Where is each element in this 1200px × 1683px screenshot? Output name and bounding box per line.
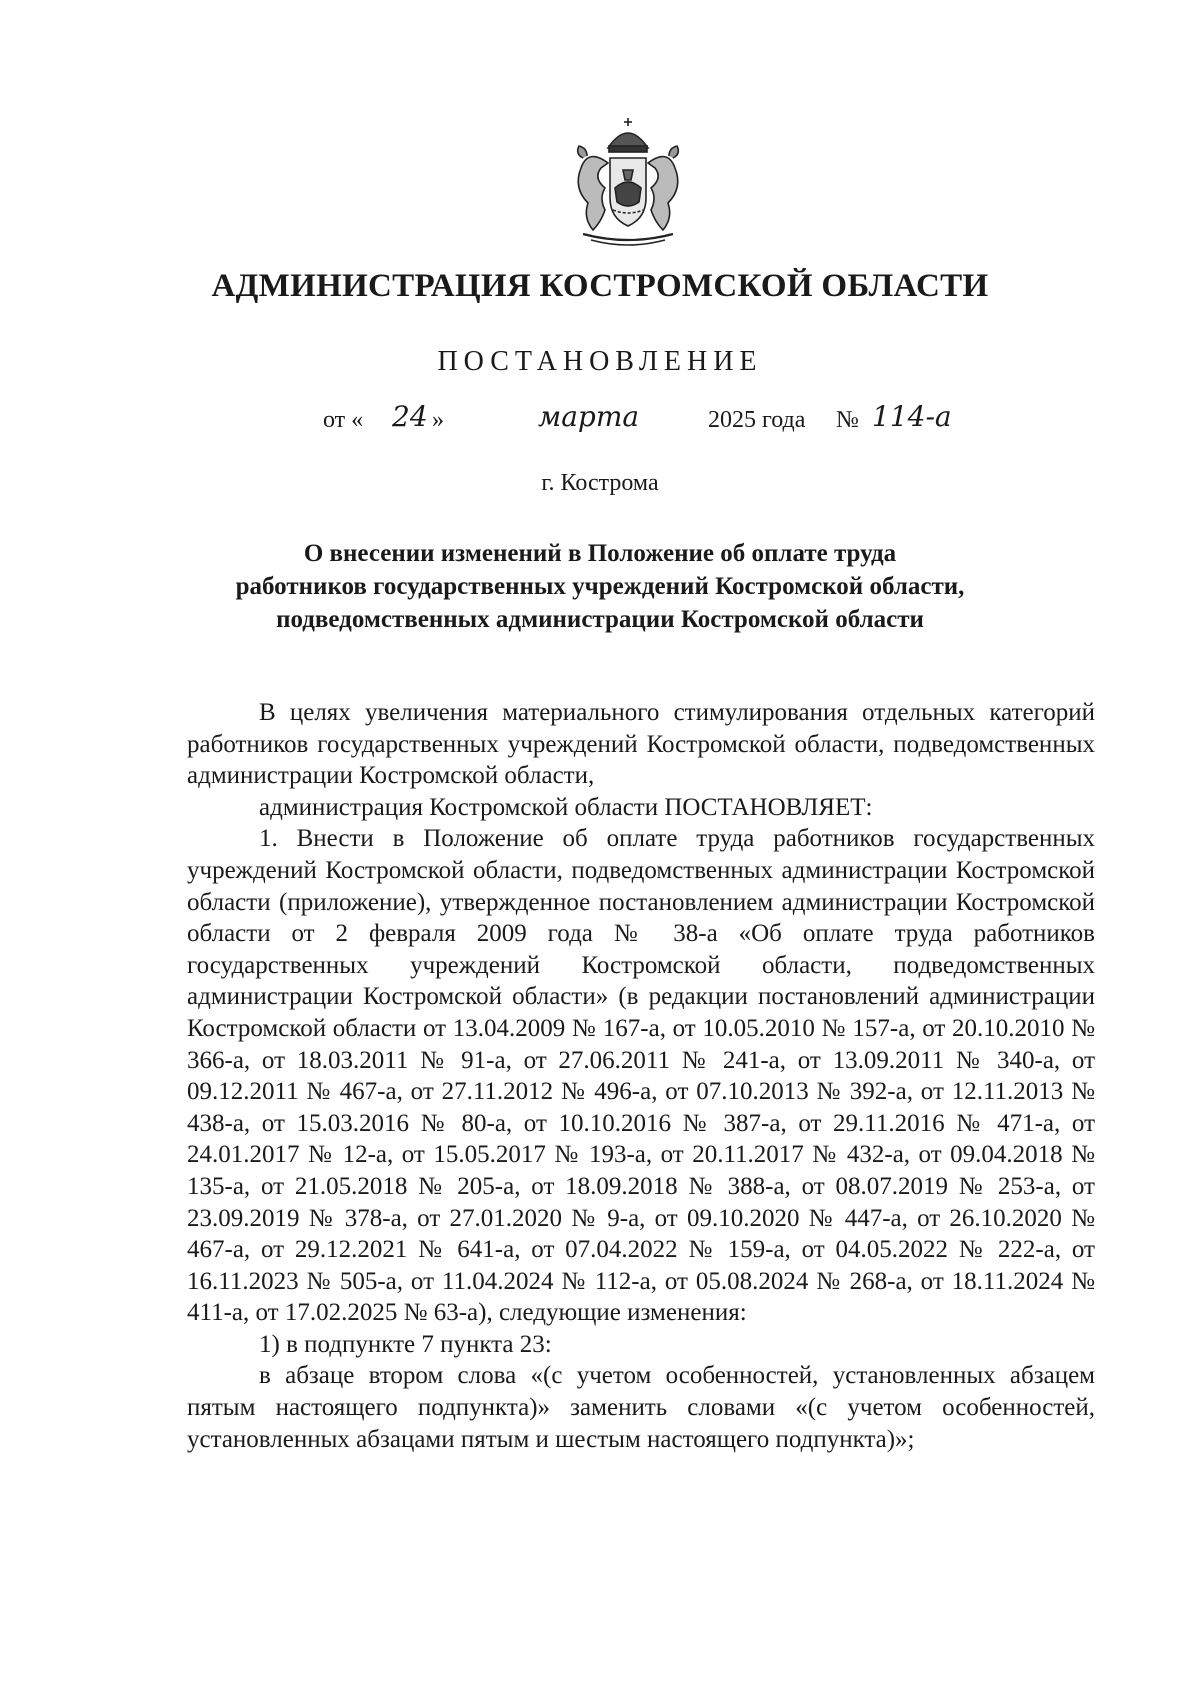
subject-line: работников государственных учреждений Костромской области, <box>235 573 965 600</box>
body-paragraph: 1) в подпункте 7 пункта 23: <box>259 1330 552 1358</box>
date-day-handwritten: 24 <box>392 400 428 433</box>
document-type: ПОСТАНОВЛЕНИЕ <box>437 346 763 377</box>
date-prefix: от « <box>323 407 364 433</box>
subject-line: О внесении изменений в Положение об оплате труда <box>303 540 897 567</box>
coat-of-arms-icon <box>553 118 703 248</box>
date-close-quote: » <box>432 407 444 433</box>
number-sign: № <box>836 407 859 433</box>
place-of-issue: г. Кострома <box>541 470 659 496</box>
document-number-handwritten: 114-а <box>872 400 952 433</box>
subject-line: подведомственных администрации Костромской области <box>276 606 924 633</box>
date-month-handwritten: марта <box>538 400 640 433</box>
document-body <box>187 697 1095 1455</box>
organization-title: АДМИНИСТРАЦИЯ КОСТРОМСКОЙ ОБЛАСТИ <box>211 268 989 304</box>
body-paragraph: В целях увеличения материального стимулирования отдельных категорий работников государственных учреждений Костромской области, подведомственных администрации Костромской области, <box>187 699 1095 790</box>
body-paragraph: администрация Костромской области ПОСТАНОВЛЯЕТ: <box>259 793 873 821</box>
document-subject <box>180 537 1020 636</box>
date-year: 2025 года <box>708 407 806 433</box>
body-paragraph: в абзаце втором слова «(с учетом особенностей, установленных абзацем пятым настоящего подпункта)» заменить словами «(с учетом особенностей, установленных абзацами пятым и шестым настоящего подпункта)»; <box>187 1362 1095 1453</box>
body-paragraph: 1. Внести в Положение об оплате труда работников государственных учреждений Костромской области, подведомственных администрации Костромской области (приложение), утвержденное постановлением администрации Костромской области от 2 февраля 2009 года № 38-а «Об оплате труда работников государственных учреждений Костромской области, подведомственных администрации Костромской области» (в редакции постановлений администрации Костромской области от 13.04.2009 № 167-а, от 10.05.2010 № 157-а, от 20.10.2010 № 366-а, от 18.03.2011 № 91-а, от 27.06.2011 № 241-а, от 13.09.2011 № 340-а, от 09.12.2011 № 467-а, от 27.11.2012 № 496-а, от 07.10.2013 № 392-а, от 12.11.2013 № 438-а, от 15.03.2016 № 80-а, от 10.10.2016 № 387-а, от 29.11.2016 № 471-а, от 24.01.2017 № 12-а, от 15.05.2017 № 193-а, от 20.11.2017 № 432-а, от 09.04.2018 № 135-а, от 21.05.2018 № 205-а, от 18.09.2018 № 388-а, от 08.07.2019 № 253-а, от 23.09.2019 № 378-а, от 27.01.2020 № 9-а, от 09.10.2020 № 447-а, от 26.10.2020 № 467-а, от 29.12.2021 № 641-а, от 07.04.2022 № 159-а, от 04.05.2022 № 222-а, от 16.11.2023 № 505-а, от 11.04.2024 № 112-а, от 05.08.2024 № 268-а, от 18.11.2024 № 411-а, от 17.02.2025 № 63-а), следующие изменения: <box>187 825 1095 1327</box>
